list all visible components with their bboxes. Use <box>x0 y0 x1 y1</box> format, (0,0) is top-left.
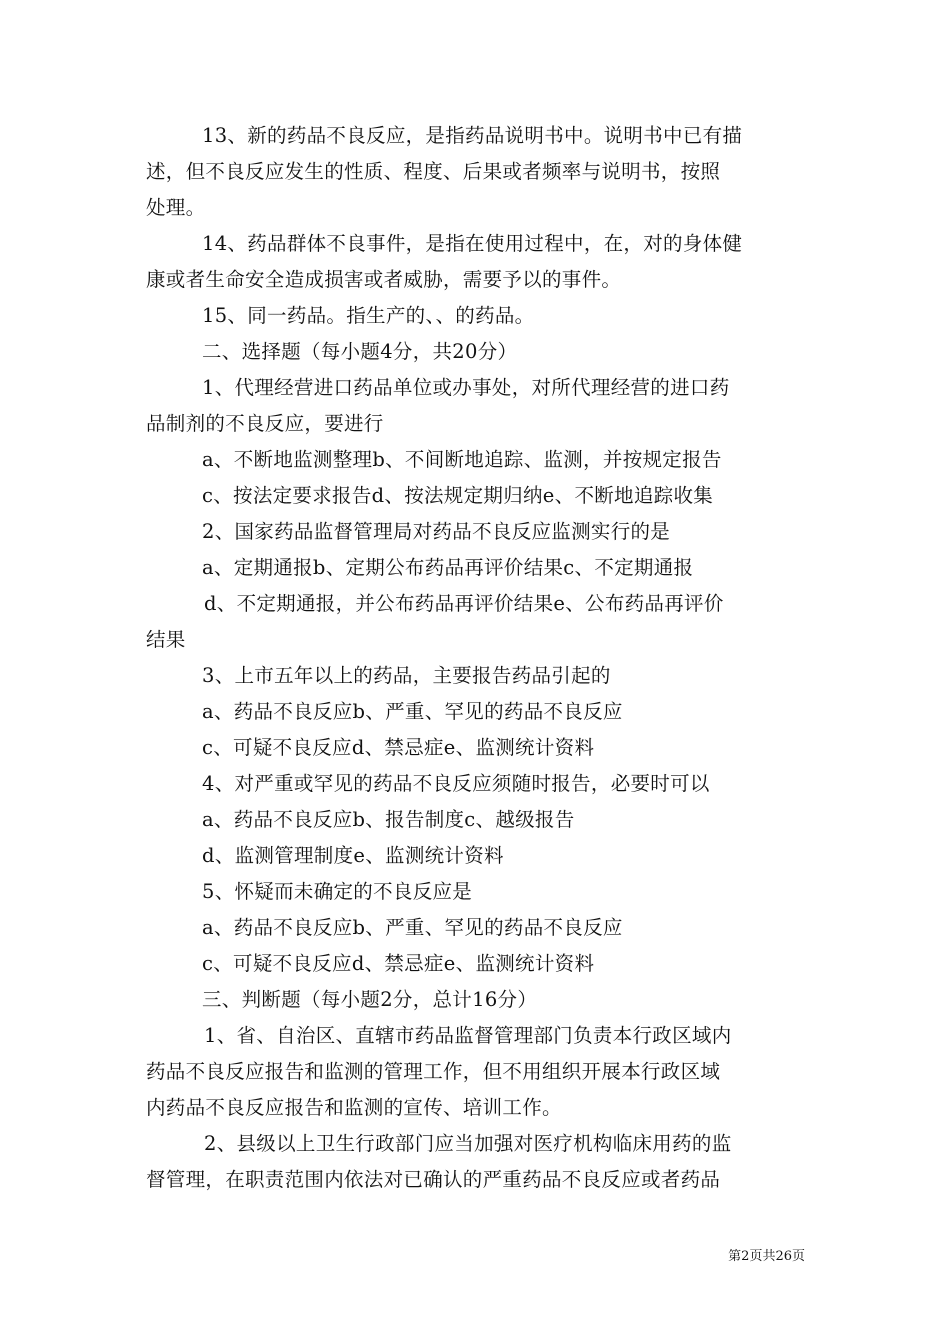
answer-options: c、可疑不良反应d、禁忌症e、监测统计资料 <box>202 736 595 759</box>
text-line: 处理。 <box>146 196 206 219</box>
question-text: 药品不良反应报告和监测的管理工作，但不用组织开展本行政区域 <box>146 1060 721 1083</box>
document-body <box>146 118 810 1198</box>
answer-options: d、监测管理制度e、监测统计资料 <box>202 844 504 867</box>
question-text: 2、县级以上卫生行政部门应当加强对医疗机构临床用药的监 <box>204 1132 732 1155</box>
answer-options: a、定期通报b、定期公布药品再评价结果c、不定期通报 <box>202 556 694 579</box>
question-text: 品制剂的不良反应，要进行 <box>146 412 384 435</box>
text-line: 13、新的药品不良反应，是指药品说明书中。说明书中已有描 <box>202 124 743 147</box>
answer-options: d、不定期通报，并公布药品再评价结果e、公布药品再评价 <box>204 592 724 615</box>
answer-options: a、药品不良反应b、严重、罕见的药品不良反应 <box>202 700 623 723</box>
question-text: 5、怀疑而未确定的不良反应是 <box>202 880 473 903</box>
question-text: 2、国家药品监督管理局对药品不良反应监测实行的是 <box>202 520 671 543</box>
question-text: 1、代理经营进口药品单位或办事处，对所代理经营的进口药 <box>202 376 730 399</box>
question-text: 督管理，在职责范围内依法对已确认的严重药品不良反应或者药品 <box>146 1168 721 1191</box>
answer-options: 结果 <box>146 628 186 651</box>
text-line: 康或者生命安全造成损害或者威胁，需要予以的事件。 <box>146 268 622 291</box>
answer-options: a、药品不良反应b、报告制度c、越级报告 <box>202 808 575 831</box>
answer-options: a、药品不良反应b、严重、罕见的药品不良反应 <box>202 916 623 939</box>
question-text: 1、省、自治区、直辖市药品监督管理部门负责本行政区域内 <box>204 1024 732 1047</box>
text-line: 14、药品群体不良事件，是指在使用过程中，在，对的身体健 <box>202 232 743 255</box>
text-line: 15、同一药品。指生产的、、的药品。 <box>202 304 535 327</box>
question-text: 4、对严重或罕见的药品不良反应须随时报告，必要时可以 <box>202 772 710 795</box>
section-heading: 三、判断题（每小题2分，总计16分） <box>202 988 538 1011</box>
answer-options: c、按法定要求报告d、按法规定期归纳e、不断地追踪收集 <box>202 484 714 507</box>
answer-options: a、不断地监测整理b、不间断地追踪、监测，并按规定报告 <box>202 448 722 471</box>
question-text: 3、上市五年以上的药品，主要报告药品引起的 <box>202 664 611 687</box>
section-heading: 二、选择题（每小题4分，共20分） <box>202 340 518 363</box>
answer-options: c、可疑不良反应d、禁忌症e、监测统计资料 <box>202 952 595 975</box>
page-number-footer: 第2页共26页 <box>728 1249 805 1264</box>
text-line: 述，但不良反应发生的性质、程度、后果或者频率与说明书，按照 <box>146 160 721 183</box>
question-text: 内药品不良反应报告和监测的宣传、培训工作。 <box>146 1096 562 1119</box>
